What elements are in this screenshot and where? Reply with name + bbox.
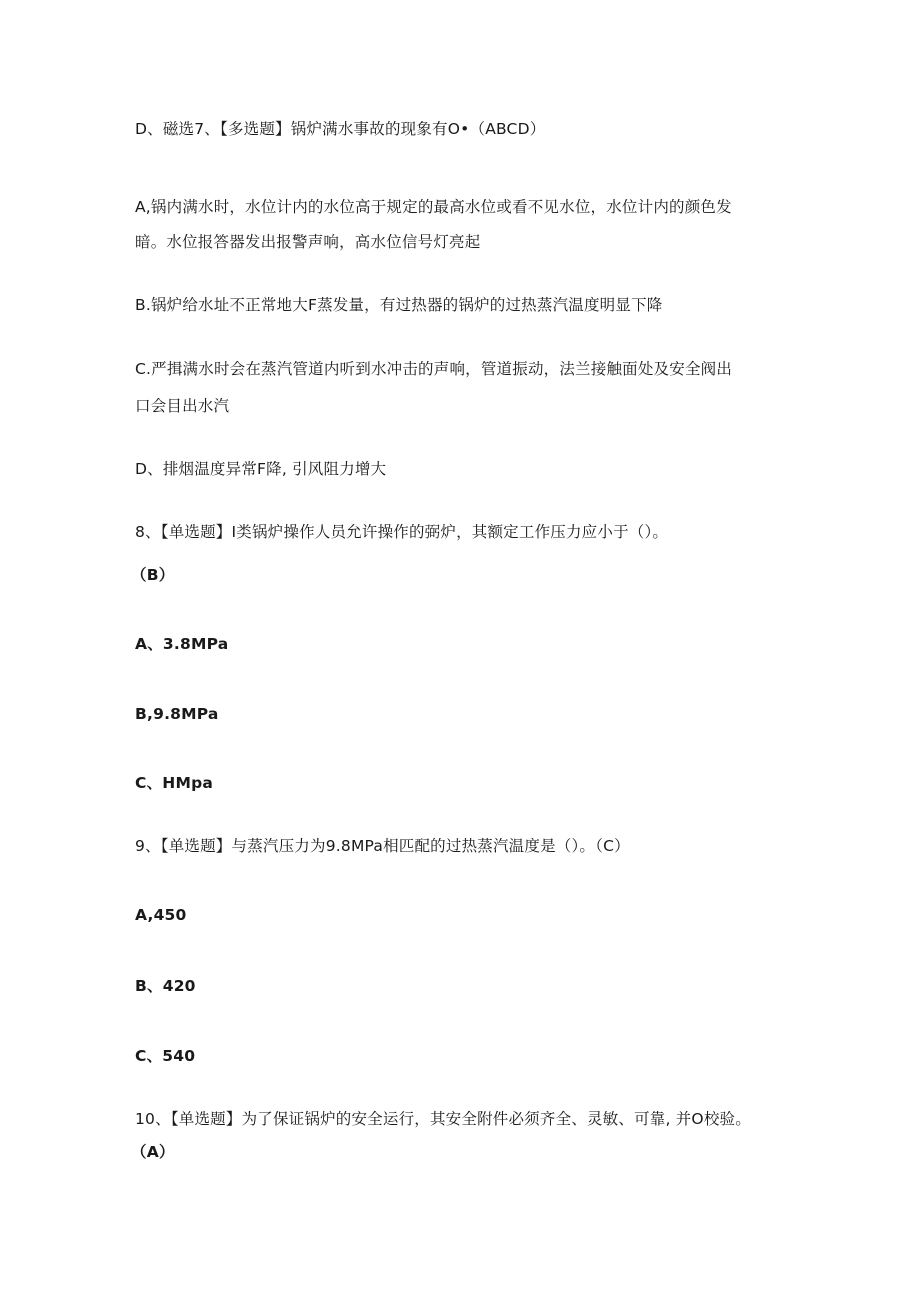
question-8-option-b: B,9.8MPa <box>135 705 219 723</box>
question-8-option-a: A、3.8MPa <box>135 635 229 653</box>
question-7-option-c-line-2: 口会目出水汽 <box>135 397 230 415</box>
question-9-option-b: B、420 <box>135 977 196 995</box>
question-7-title: D、磁选7、【多选题】锅炉满水事故的现象有O•（ABCD） <box>135 120 546 138</box>
question-8-title: 8、【单选题】I类锅炉操作人员允许操作的弼炉，其额定工作压力应小于（）。 <box>135 523 669 541</box>
question-7-option-a-line-2: 暗。水位报答器发出报警声响，高水位信号灯亮起 <box>135 233 481 251</box>
question-9-option-a: A,450 <box>135 906 187 924</box>
question-9-title: 9、【单选题】与蒸汽压力为9.8MPa相匹配的过热蒸汽温度是（）。（C） <box>135 837 630 855</box>
question-7-option-a-line-1: A,锅内满水时，水位计内的水位高于规定的最高水位或看不见水位，水位计内的颜色发 <box>135 198 732 216</box>
question-7-option-b: B.锅炉给水址不正常地大F蒸发量，有过热器的锅炉的过热蒸汽温度明显下降 <box>135 296 663 314</box>
question-10-answer: （A） <box>131 1143 175 1161</box>
question-7-option-d: D、排烟温度异常F降, 引风阻力增大 <box>135 460 387 478</box>
question-9-option-c: C、540 <box>135 1047 196 1065</box>
question-7-option-c-line-1: C.严揖满水时会在蒸汽管道内听到水冲击的声响，管道振动，法兰接触面处及安全阀出 <box>135 360 733 378</box>
question-8-option-c: C、HMpa <box>135 774 214 792</box>
question-10-title: 10、【单选题】为了保证锅炉的安全运行，其安全附件必须齐全、灵敏、可靠, 并O校验。 <box>135 1110 751 1128</box>
question-8-answer: （B） <box>131 566 175 584</box>
